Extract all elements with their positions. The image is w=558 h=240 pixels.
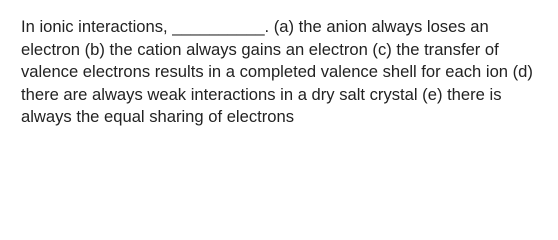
question-text: In ionic interactions, __________. (a) the anion always loses an electron (b) the cation always gains an electron (c) the transfer of valence electrons results in a completed valence shell for each ion (d) there are always weak interactions in a dry salt crystal (e) there is always the equal sharing of electrons (21, 17, 533, 126)
